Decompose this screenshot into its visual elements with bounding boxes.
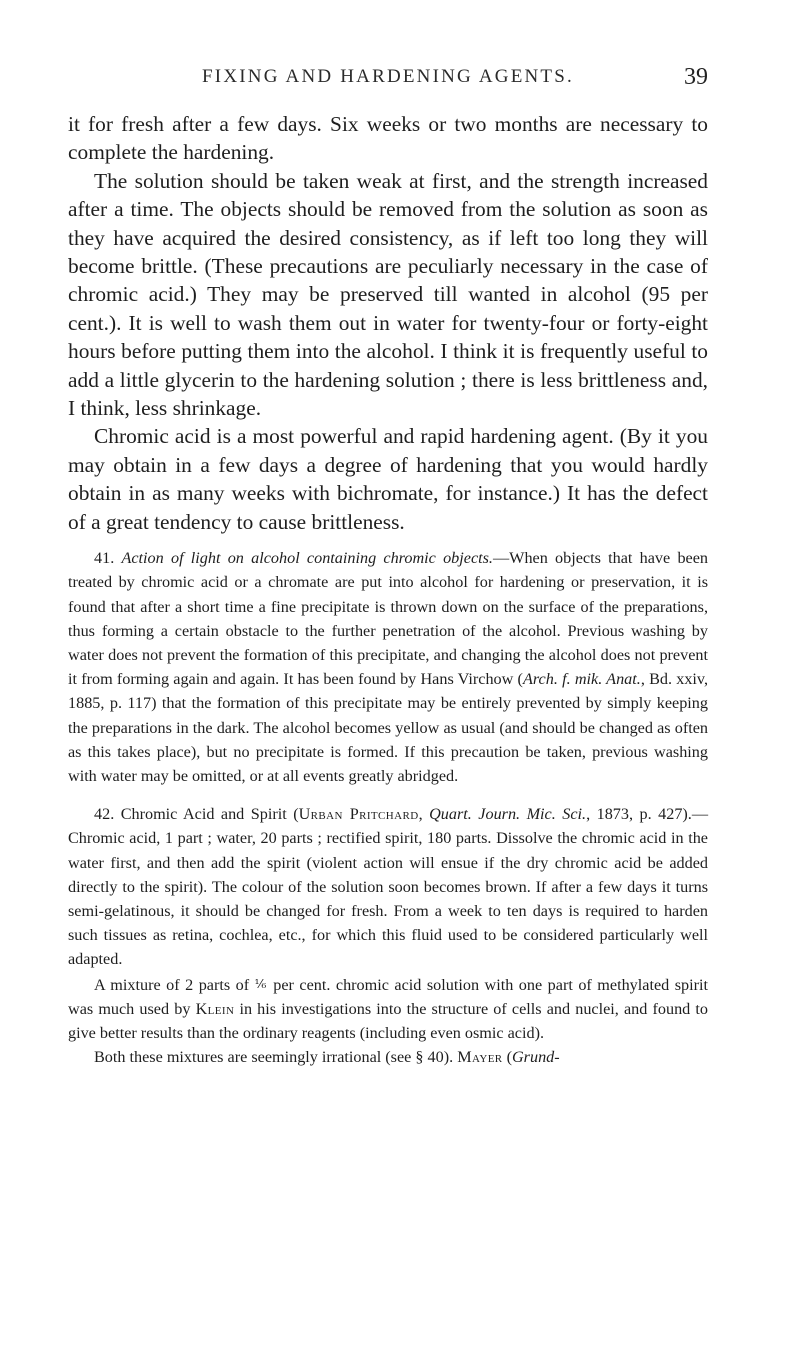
mixture-text-1: A mixture of 2 parts of xyxy=(94,975,250,994)
section-41-text-2: , Bd. xxiv, 1885, p. 117) that the formation of this precipitate may be entirely prevented by simply keeping the preparations in the dark. The alcohol becomes yellow as usual (and should be changed as often as this takes place), but no precipitate is formed. If this precaution be taken, previous washing with water may be omitted, or at all events greatly abridged. xyxy=(68,670,709,785)
both-mixtures-paragraph xyxy=(68,1045,708,1069)
mixture-text-2: per cent. chromic acid solution with one part of methylated spirit was much used by xyxy=(68,975,708,1018)
both-author: Mayer xyxy=(457,1048,503,1067)
section-42: 42. Chromic Acid and Spirit (Urban Pritchard, Quart. Journ. Mic. Sci., 1873, p. 427).—Chromic acid, 1 part ; water, 20 parts ; rectified spirit, 180 parts. Dissolve the chromic acid in the water first, and then add the spirit (violent action will ensue if the dry chromic acid be added directly to the spirit). The colour of the solution soon becomes brown. If after a few days it turns semi-gelatinous, it should be changed for fresh. From a week to ten days is required to harden such tissues as retina, cochlea, etc., for which this fluid used to be considered particularly well adapted. xyxy=(68,805,709,969)
chromic-acid-text: Chromic acid is a most powerful and rapid hardening agent. (By it you may obtain in a few days a degree of hardening that you would hardly obtain in as many weeks with bichromate, for instance.) It has the defect of a great tendency to cause brittleness. xyxy=(68,424,708,534)
chromic-acid-paragraph xyxy=(68,422,708,536)
both-text-1: Both these mixtures are seemingly irrational (see § 40). xyxy=(94,1048,454,1067)
page-header xyxy=(68,66,708,96)
mixture-fraction: ⅙ xyxy=(254,976,268,991)
continuation-text: it for fresh after a few days. Six weeks or two months are necessary to complete the hardening. xyxy=(68,112,708,165)
mixture-author: Klein xyxy=(195,999,235,1018)
page-number: 39 xyxy=(684,64,708,90)
section-41 xyxy=(68,546,708,788)
solution-text: The solution should be taken weak at first, and the strength increased after a time. The objects should be removed from the solution as soon as they have acquired the desired consistency, as if left too long they will become brittle. (These precautions are peculiarly necessary in the case of chromic acid.) They may be preserved till wanted in alcohol (95 per cent.). It is well to wash them out in water for twenty-four or forty-eight hours before putting them into the alcohol. I think it is frequently useful to add a little glycerin to the hardening solution ; there is less brittleness and, I think, less shrinkage. xyxy=(68,168,708,421)
running-title: FIXING AND HARDENING AGENTS. xyxy=(202,66,574,87)
continuation-paragraph xyxy=(68,110,708,167)
page-body xyxy=(68,110,708,1069)
both-text-2: ( xyxy=(506,1048,512,1067)
both-citation: Grund- xyxy=(511,1048,560,1067)
section-41-citation: Arch. f. mik. Anat. xyxy=(522,670,641,689)
section-42-author: Urban Pritchard xyxy=(298,805,419,824)
mixture-paragraph xyxy=(68,972,708,1046)
section-41-number: 41. xyxy=(94,549,115,568)
section-41-text-1: —When objects that have been treated by chromic acid or a chromate are put into alcohol for hardening or preservation, it is found that after a short time a fine precipitate is thrown down on the surface of the preparations, thus forming a certain obstacle to the further penetration of the alcohol. Previous washing by water does not prevent the formation of this precipitate, and changing the alcohol does not prevent it from forming again and again. It has been found by Hans Virchow ( xyxy=(68,549,709,689)
section-42-text-1: , 1873, p. 427).—Chromic acid, 1 part ; water, 20 parts ; rectified spirit, 180 parts. Dissolve the chromic acid in the water first, and then add the spirit (violent action will ensue if the dry chromic acid be added directly to the spirit). The colour of the solution soon becomes brown. If after a few days it turns semi-gelatinous, it should be changed for fresh. From a week to ten days is required to harden such tissues as retina, cochlea, etc., for which this fluid used to be considered particularly well adapted. xyxy=(68,805,709,969)
solution-paragraph xyxy=(68,167,708,423)
section-42-journal: Quart. Journ. Mic. Sci. xyxy=(429,805,587,824)
mixture-text-3: in his investigations into the structure of cells and nuclei, and found to give better results than the ordinary reagents (including even osmic acid). xyxy=(68,999,708,1042)
section-42-heading: Chromic Acid and Spirit xyxy=(120,805,287,824)
section-42-number: 42. xyxy=(94,805,115,824)
section-41-heading: Action of light on alcohol containing chromic objects. xyxy=(121,549,493,568)
